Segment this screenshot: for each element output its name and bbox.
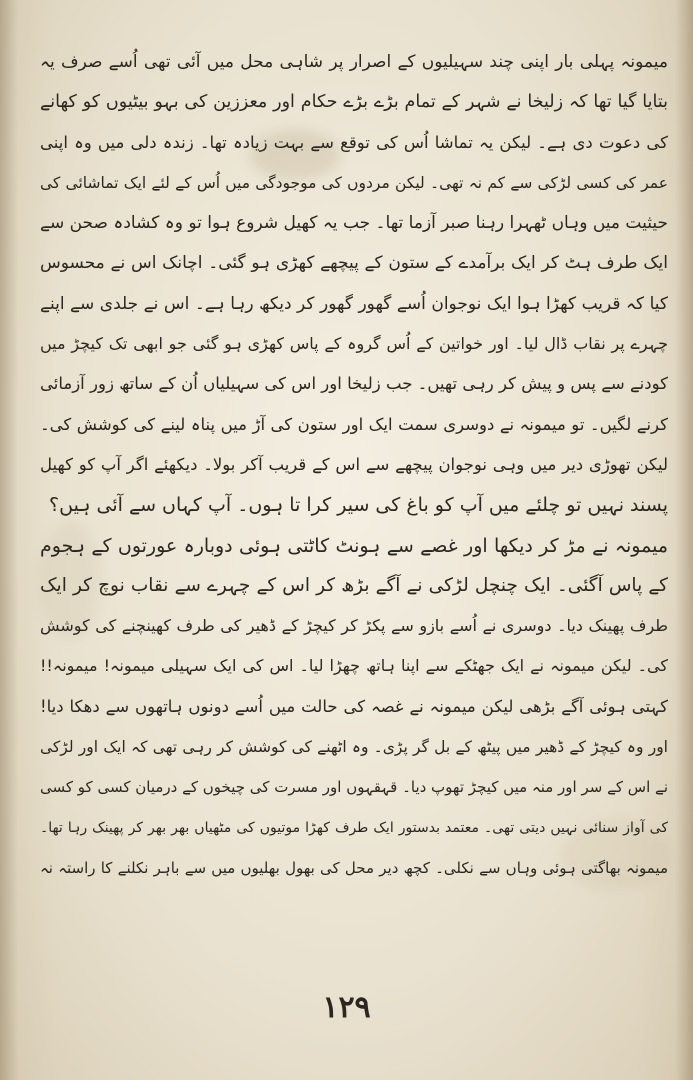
text-line: بتایا گیا تھا کہ زلیخا نے شہر کے تمام بڑے بڑے حکام اور معززین کی بہو بیٹیوں کو کھانے xyxy=(40,92,668,113)
text-line: میمونہ نے مڑ کر دیکھا اور غصے سے ہونٹ کاٹتی ہوئی دوبارہ عورتوں کے ہجوم xyxy=(40,534,668,557)
page-number: ۱۲۹ xyxy=(322,990,371,1025)
text-line: کی۔ لیکن میمونہ نے ایک جھٹکے سے اپنا ہاتھ چھڑا لیا۔ اس کی ایک سہیلی میمونہ! میمونہ!! xyxy=(40,656,668,676)
text-line: پسند نہیں تو چلئے میں آپ کو باغ کی سیر کرا تا ہوں۔ آپ کہاں سے آئی ہیں؟ xyxy=(49,494,668,517)
text-line: اور وہ کیچڑ کے ڈھیر میں پیٹھ کے بل گر پڑی۔ وہ اٹھنے کی کوشش کر رہی تھی کہ ایک اور لڑکی xyxy=(40,738,668,757)
text-line: کیا کہ قریب کھڑا ہوا ایک نوجوان اُسے گھور گھور کر دیکھ رہا ہے۔ اس نے جلدی سے اپنے xyxy=(40,293,668,314)
page-edge-right xyxy=(675,0,693,1080)
text-line: حیثیت میں وہاں ٹھہرا رہنا صبر آزما تھا۔ جب یہ کھیل شروع ہوا تو وہ کشادہ صحن سے xyxy=(40,213,668,234)
text-line: نے اس کے سر اور منہ میں کیچڑ تھوپ دیا۔ قہقہوں اور مسرت کی چیخوں کے درمیان کسی کو کسی xyxy=(40,778,668,797)
page-edge-left xyxy=(0,0,18,1080)
text-line: میمونہ بھاگتی ہوئی وہاں سے نکلی۔ کچھ دیر محل کی بھول بھلیوں میں سے باہر نکلنے کا راستہ نہ xyxy=(40,858,668,877)
text-line: کی آواز سنائی نہیں دیتی تھی۔ معتمد بدستور ایک طرف کھڑا موتیوں کی مٹھیاں بھر بھر کر پھینک رہا تھا۔ xyxy=(40,819,668,836)
text-line: طرف پھینک دیا۔ دوسری نے اُسے بازو سے پکڑ کر کیچڑ کے ڈھیر کی طرف کھینچنے کی کوشش xyxy=(40,616,668,636)
text-line: عمر کی کسی لڑکی سے کم نہ تھی۔ لیکن مردوں کی موجودگی میں اُس کے لئے ایک تماشائی کی xyxy=(40,173,668,192)
text-line: ایک طرف ہٹ کر ایک برآمدے کے ستون کے پیچھے کھڑی ہو گئی۔ اچانک اس نے محسوس xyxy=(40,253,668,274)
text-line: چہرے پر نقاب ڈال لیا۔ اور خواتین کے اُس گروہ کے پاس کھڑی ہو گئی جو ابھی تک کیچڑ میں xyxy=(40,334,668,354)
text-line: کے پاس آگئی۔ ایک چنچل لڑکی نے آگے بڑھ کر اس کے چہرے سے نقاب نوچ کر ایک xyxy=(40,574,668,596)
text-line: میمونہ پہلی بار اپنی چند سہیلیوں کے اصرار پر شاہی محل میں آئی تھی اُسے صرف یہ xyxy=(40,52,668,72)
text-line: کودنے سے پس و پیش کر رہی تھیں۔ جب زلیخا اور اس کی سہیلیاں اُن کے ساتھ زور آزمائی xyxy=(40,374,668,394)
text-line: لیکن تھوڑی دیر میں وہی نوجوان پیچھے سے اس کے قریب آکر بولا۔ دیکھئے اگر آپ کو کھیل xyxy=(40,454,668,474)
text-line: کرنے لگیں۔ تو میمونہ نے دوسری سمت ایک اور ستون کی آڑ میں پناہ لینے کی کوشش کی۔ xyxy=(40,414,668,434)
body-text xyxy=(40,42,668,888)
text-line: کی دعوت دی ہے۔ لیکن یہ تماشا اُس کی توقع سے بہت زیادہ تھا۔ زندہ دلی میں وہ اپنی xyxy=(40,132,668,152)
text-line: کہتی ہوئی آگے بڑھی لیکن میمونہ نے غصہ کی حالت میں اُسے دونوں ہاتھوں سے دھکا دیا! xyxy=(40,696,668,716)
